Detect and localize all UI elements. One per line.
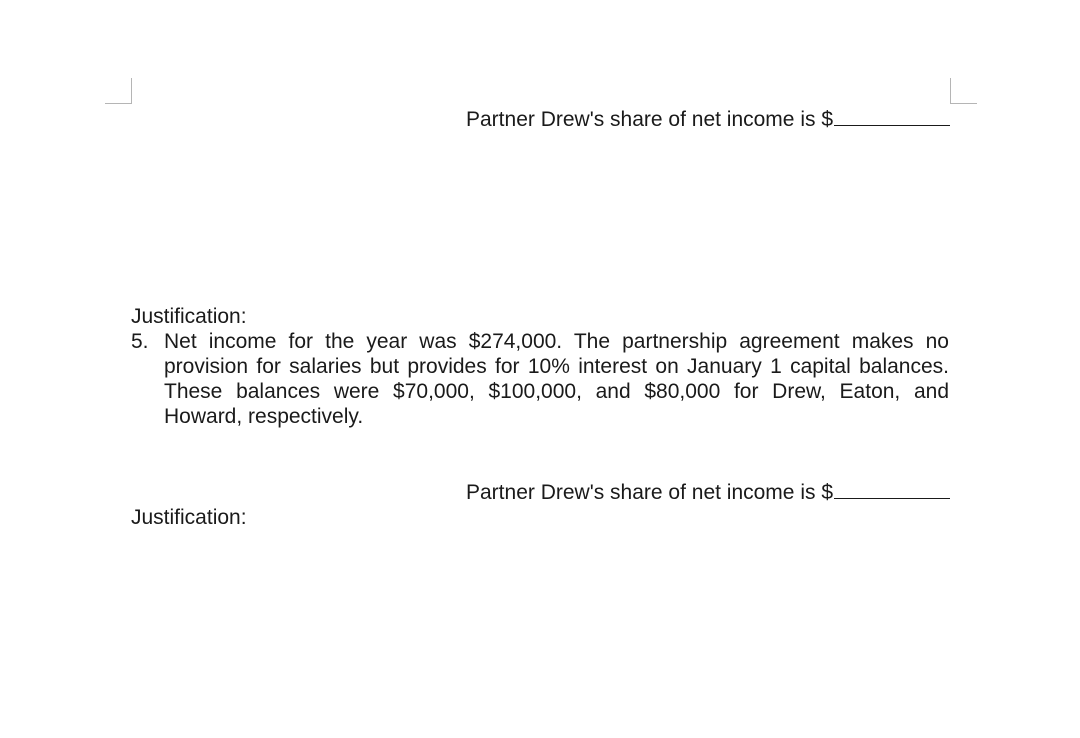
answer-blank[interactable] xyxy=(834,106,950,126)
question-5 xyxy=(131,329,949,429)
question-number: 5. xyxy=(131,330,149,353)
answer-line-question-5 xyxy=(466,479,950,506)
question-text: Net income for the year was $274,000. The partnership agreement makes no provision for salaries but provides for 10% interest on January 1 capital balances. These balances were $70,000, $100,000, and $80,000 for Drew, Eaton, and Howard, respectively. xyxy=(164,330,949,428)
crop-mark-top-right xyxy=(950,78,977,104)
crop-mark-top-left xyxy=(105,78,132,104)
answer-blank[interactable] xyxy=(834,479,950,499)
justification-label-previous: Justification: xyxy=(131,305,247,328)
answer-prompt: Partner Drew's share of net income is $ xyxy=(466,481,833,504)
answer-line-previous xyxy=(466,106,950,133)
justification-label-question-5: Justification: xyxy=(131,506,247,529)
answer-prompt: Partner Drew's share of net income is $ xyxy=(466,108,833,131)
